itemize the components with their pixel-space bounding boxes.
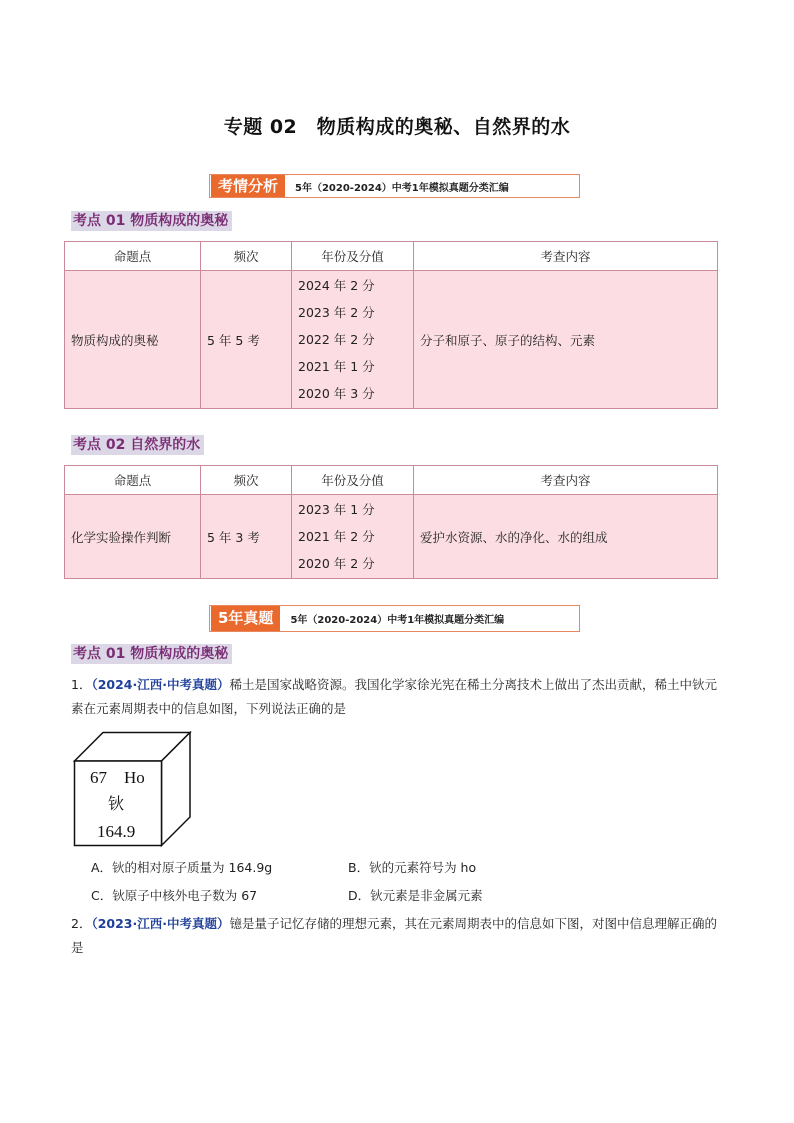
table-header-row [65, 242, 718, 271]
question-number: 2． [71, 916, 92, 931]
atomic-number: 67 [90, 768, 107, 787]
year-entry: 2020 年 3 分 [298, 386, 375, 401]
cell-point: 化学实验操作判断 [65, 495, 201, 579]
header-freq: 频次 [201, 242, 292, 271]
question-number: 1． [71, 677, 92, 692]
year-entry: 2021 年 1 分 [298, 359, 375, 374]
element-name: 钬 [108, 794, 125, 813]
header-content: 考查内容 [414, 242, 718, 271]
banner-tag: 5年真题 [211, 606, 280, 631]
option-a[interactable]: A．钬的相对原子质量为 164.9g [91, 860, 273, 875]
atomic-mass: 164.9 [97, 822, 136, 841]
exam-table-01 [64, 241, 718, 409]
year-entry: 2024 年 2 分 [298, 278, 375, 293]
header-years: 年份及分值 [292, 466, 414, 495]
year-entry: 2023 年 1 分 [298, 502, 375, 517]
table-row [65, 271, 718, 409]
table-row [65, 495, 718, 579]
header-freq: 频次 [201, 466, 292, 495]
cell-years [292, 495, 414, 579]
question-2 [71, 912, 726, 960]
year-entry: 2021 年 2 分 [298, 529, 375, 544]
option-b[interactable]: B．钬的元素符号为 ho [348, 860, 477, 875]
year-entry: 2020 年 2 分 [298, 556, 375, 571]
element-cube-figure [73, 731, 193, 849]
question-text: 镱是量子记忆存储的理想元素，其在元素周期表中的信息如下图，对图中信息理解正确的是 [71, 916, 718, 955]
banner-subtitle: 5年（2020-2024）中考1年模拟真题分类汇编 [290, 615, 505, 626]
header-content: 考查内容 [414, 466, 718, 495]
cell-content: 爱护水资源、水的净化、水的组成 [414, 495, 718, 579]
exam-banner [209, 605, 580, 632]
cell-years [292, 271, 414, 409]
section-heading-01: 考点 01 物质构成的奥秘 [71, 211, 232, 231]
option-c[interactable]: C．钬原子中核外电子数为 67 [91, 888, 258, 903]
table-header-row [65, 466, 718, 495]
option-d[interactable]: D．钬元素是非金属元素 [348, 888, 483, 903]
year-entry: 2023 年 2 分 [298, 305, 375, 320]
header-years: 年份及分值 [292, 242, 414, 271]
question-source: （2023·江西·中考真题） [91, 916, 230, 931]
cell-point: 物质构成的奥秘 [65, 271, 201, 409]
question-source: （2024·江西·中考真题） [91, 677, 230, 692]
question-text: 稀土是国家战略资源。我国化学家徐光宪在稀土分离技术上做出了杰出贡献，稀土中钬元素在元素周期表中的信息如图，下列说法正确的是 [71, 677, 718, 716]
cell-freq: 5 年 3 考 [201, 495, 292, 579]
question-1 [71, 673, 726, 721]
analysis-banner [209, 174, 580, 198]
section-heading-03: 考点 01 物质构成的奥秘 [71, 644, 232, 664]
header-point: 命题点 [65, 242, 201, 271]
header-point: 命题点 [65, 466, 201, 495]
cell-freq: 5 年 5 考 [201, 271, 292, 409]
section-heading-02: 考点 02 自然界的水 [71, 435, 204, 455]
year-entry: 2022 年 2 分 [298, 332, 375, 347]
exam-table-02 [64, 465, 718, 579]
banner-subtitle: 5年（2020-2024）中考1年模拟真题分类汇编 [295, 182, 509, 194]
banner-tag: 考情分析 [211, 175, 285, 197]
document-title: 专题 02 物质构成的奥秘、自然界的水 [223, 116, 571, 138]
cell-content: 分子和原子、原子的结构、元素 [414, 271, 718, 409]
element-symbol: Ho [124, 768, 145, 787]
